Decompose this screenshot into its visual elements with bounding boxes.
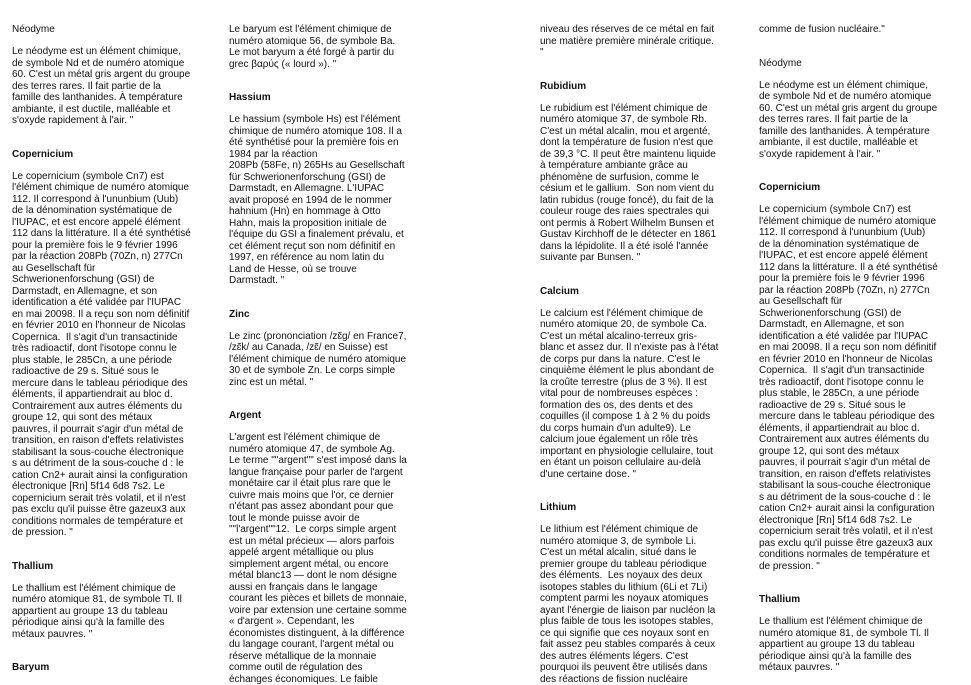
column-4 <box>759 24 971 673</box>
section-body: comme de fusion nucléaire." <box>759 24 885 35</box>
left-page <box>0 0 476 685</box>
section-body: Le thallium est l'élément chimique de numéro atomique 81, de symbole Tl. Il appartient au groupe 13 du tableau périodique ainsi qu'à la famille des métaux pauvres. " <box>759 616 929 673</box>
section-body: Le thallium est l'élément chimique de numéro atomique 81, de symbole Tl. Il appartient au groupe 13 du tableau périodique ainsi qu'à la famille des métaux pauvres. " <box>12 582 182 640</box>
section-heading: Copernicium <box>759 182 821 193</box>
section-heading: Néodyme <box>12 24 55 35</box>
section-body: Le zinc (prononciation /zɛ̃g/ en France7, /zɛ̃k/ au Canada, /zɛ̃/ en Suisse) est l'élément chimique de numéro atomique 30 et de symbole Zn. Le corps simple zinc est un métal. " <box>229 330 407 388</box>
section-body: Le calcium est l'élément chimique de numéro atomique 20, de symbole Ca. C'est un métal alcalino-terreux gris- blanc et assez dur. Il n'existe pas à l'état de corps pur dans la nature. C'est le cinquième élément le plus abondant de la croûte terrestre (plus de 3 %). Il est vital pour de nombreuses espèces : formation des os, des dents et des coquilles (il compose 1 à 2 % du poids du corps humain d'un adulte9). Le calcium joue également un rôle très important en physiologie cellulaire, tout en étant un poison cellulaire au-delà d'une certaine dose. " <box>540 307 719 480</box>
section-heading: Zinc <box>229 308 250 320</box>
column-2 <box>229 24 441 685</box>
section-body: Le néodyme est un élément chimique, de symbole Nd et de numéro atomique 60. C'est un métal gris argent du groupe des terres rares. Il fait partie de la famille des lanthanides. À température ambiante, il est ductile, malléable et s'oxyde rapidement à l'air. " <box>12 46 191 126</box>
section-heading: Thallium <box>759 594 801 605</box>
column-3 <box>540 24 752 685</box>
section-body: L'argent est l'élément chimique de numéro atomique 47, de symbole Ag. Le terme ""argent"" s'est imposé dans la langue française pour parler de l'argent monétaire car il était plus rare que le cuivre mais moins que l'or, ce dernier n'étant pas assez abondant pour que tout le monde puisse avoir de ""l'argent""12. Le corps simple argent est un métal précieux — alors parfois appelé argent métallique ou plus simplement argent métal, ou encore métal blanc13 — dont le nom désigne aussi en français dans le langage courant les pièces et billets de monnaie, voire par extension une certaine somme « d'argent ». Cependant, les économistes distinguent, à la différence du langage courant, l'argent métal ou réserve métallique de la monnaie comme outil de régulation des échanges économiques. Le faible <box>229 432 407 685</box>
section-heading: Hassium <box>229 92 271 103</box>
section-heading: Argent <box>229 410 262 421</box>
section-heading: Néodyme <box>759 57 802 69</box>
section-body: Le copernicium (symbole Cn7) est l'élément chimique de numéro atomique 112. Il correspond à l'ununbium (Uub) de la dénomination systématique de l'IUPAC, et est encore appelé élément 112 dans la littérature. Il a été synthétisé pour la première fois le 9 février 1996 par la réaction 208Pb (70Zn, n) 277Cn au Gesellschaft für Schwerionenforschung (GSI) de Darmstadt, en Allemagne, et son identification a été validée par l'IUPAC en mai 20098. Il a reçu son nom définitif en février 2010 en l'honneur de Nicolas Copernica. Il s'agit d'un transactinide très radioactif, dont l'isotope connu le plus stable, le 285Cn, a une période radioactive de 29 s. Situé sous le mercure dans le tableau périodique des éléments, il appartiendrait au bloc d. Contrairement aux autres éléments du groupe 12, qui sont des métaux pauvres, il pourrait s'agir d'un métal de transition, en raison d'effets relativistes stabilisant la sous-couche électronique s au détriment de la sous-couche d : le cation Cn2+ aurait ainsi la configuration électronique [Rn] 5f14 6d8 7s2. Le copernicium serait très volatil, et il n'est pas exclu qu'il puisse être gazeux3 aux conditions normales de température et de pression. " <box>12 170 191 538</box>
section-body: Le copernicium (symbole Cn7) est l'élément chimique de numéro atomique 112. Il correspond à l'ununbium (Uub) de la dénomination systématique de l'IUPAC, et est encore appelé élément 112 dans la littérature. Il a été synthétisé pour la première fois le 9 février 1996 par la réaction 208Pb (70Zn, n) 277Cn au Gesellschaft für Schwerionenforschung (GSI) de Darmstadt, en Allemagne, et son identification a été validée par l'IUPAC en mai 20098. Il a reçu son nom définitif en février 2010 en l'honneur de Nicolas Copernica. Il s'agit d'un transactinide très radioactif, dont l'isotope connu le plus stable, le 285Cn, a une période radioactive de 29 s. Situé sous le mercure dans le tableau périodique des éléments, il appartiendrait au bloc d. Contrairement aux autres éléments du groupe 12, qui sont des métaux pauvres, il pourrait s'agir d'un métal de transition, en raison d'effets relativistes stabilisant la sous-couche électronique s au détriment de la sous-couche d : le cation Cn2+ aurait ainsi la configuration électronique [Rn] 5f14 6d8 7s2. Le copernicium serait très volatil, et il n'est pas exclu qu'il puisse être gazeux3 aux conditions normales de température et de pression. " <box>759 204 938 572</box>
section-heading: Thallium <box>12 560 54 572</box>
section-heading: Rubidium <box>540 80 587 92</box>
section-heading: Lithium <box>540 502 577 513</box>
section-heading: Calcium <box>540 285 579 297</box>
section-body: Le néodyme est un élément chimique, de symbole Nd et de numéro atomique 60. C'est un métal gris argent du groupe des terres rares. Il fait partie de la famille des lanthanides. À température ambiante, il est ductile, malléable et s'oxyde rapidement à l'air. " <box>759 79 938 160</box>
column-1 <box>12 24 224 673</box>
section-heading: Copernicium <box>12 148 74 160</box>
right-page <box>476 0 952 685</box>
section-body: Le baryum est l'élément chimique de numéro atomique 56, de symbole Ba. Le mot baryum a été forgé à partir du grec βαρύς (« lourd »). " <box>229 24 396 70</box>
section-heading: Baryum <box>12 662 50 673</box>
section-body: Le lithium est l'élément chimique de numéro atomique 3, de symbole Li. C'est un métal alcalin, situé dans le premier groupe du tableau périodique des éléments. Les noyaux des deux isotopes stables du lithium (6Li et 7Li) comptent parmi les noyaux atomiques ayant l'énergie de liaison par nucléon la plus faible de tous les isotopes stables, ce qui signifie que ces noyaux sont en fait assez peu stables comparés à ceux des autres éléments légers. C'est pourquoi ils peuvent être utilisés dans des réactions de fission nucléaire <box>540 524 716 685</box>
section-body: Le rubidium est l'élément chimique de numéro atomique 37, de symbole Rb. C'est un métal alcalin, mou et argenté, dont la température de fusion n'est que de 39,3 °C. Il peut être maintenu liquide à température ambiante grâce au phénomène de surfusion, comme le césium et le gallium. Son nom vient du latin rubidus (rouge foncé), du fait de la couleur rouge des raies spectrales qui ont permis à Robert Wilhelm Bunsen et Gustav Kirchhoff de le détecter en 1861 dans la lépidolite. Il a été isolé l'année suivante par Bunsen. " <box>540 102 717 263</box>
section-body: Le hassium (symbole Hs) est l'élément chimique de numéro atomique 108. Il a été synthétisé pour la première fois en 1984 par la réaction 208Pb (58Fe, n) 265Hs au Gesellschaft für Schwerionenforschung (GSI) de Darmstadt, en Allemagne. L'IUPAC avait proposé en 1994 de le nommer hahnium (Hn) en hommage à Otto Hahn, mais la proposition initiale de l'équipe du GSI a finalement prévalu, et cet élément reçut son nom définitif en 1997, en référence au nom latin du Land de Hesse, où se trouve Darmstadt. " <box>229 114 405 286</box>
section-body: niveau des réserves de ce métal en fait une matière première minérale critique. " <box>540 24 714 58</box>
